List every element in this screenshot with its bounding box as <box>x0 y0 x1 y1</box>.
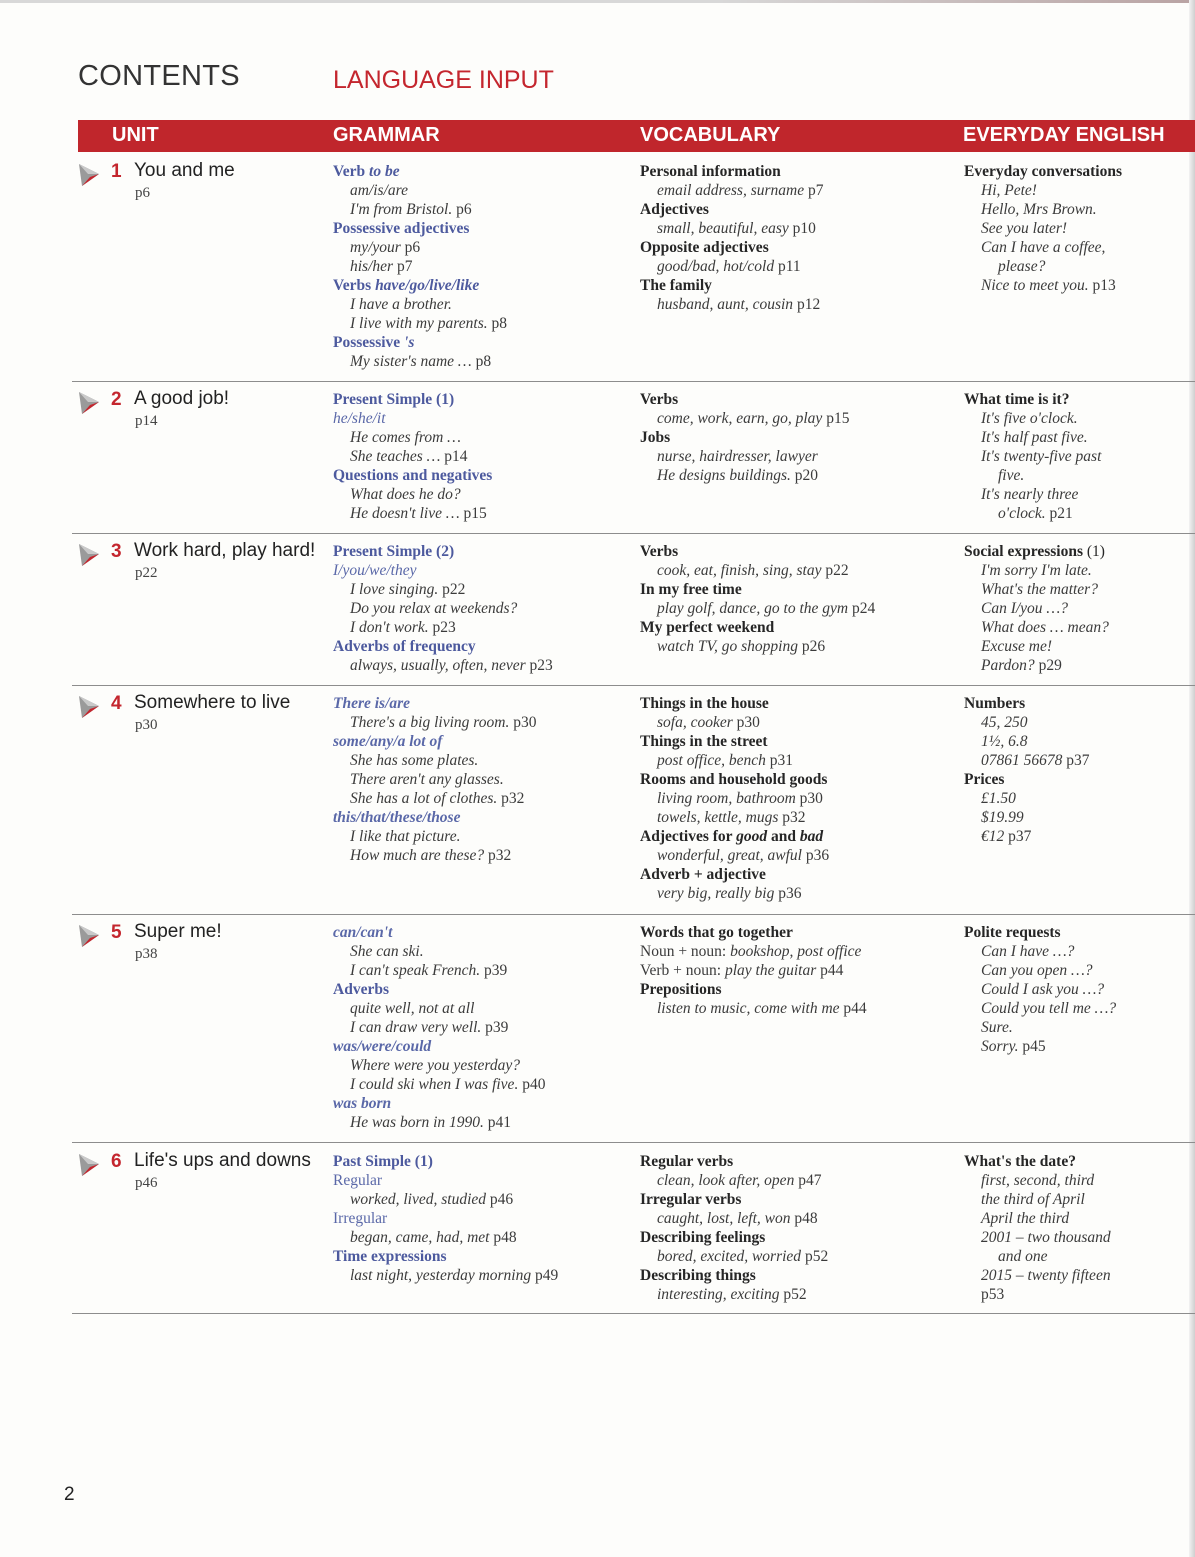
grammar-section-heading: Past Simple (1) <box>333 1153 433 1170</box>
everyday-line: first, second, third <box>981 1172 1095 1189</box>
vocabulary-section-heading: Adjectives for good and bad <box>640 828 824 845</box>
everyday-line: Can I/you …? <box>981 600 1068 617</box>
everyday-line: and one <box>998 1248 1048 1265</box>
everyday-column <box>964 542 1109 675</box>
unit-page: p22 <box>135 565 158 581</box>
vocabulary-line: caught, lost, left, won p48 <box>657 1210 818 1227</box>
grammar-line: I love singing. p22 <box>350 581 466 598</box>
grammar-section-heading: Possessive adjectives <box>333 220 470 237</box>
vocabulary-line: wonderful, great, awful p36 <box>657 847 830 864</box>
grammar-line: He comes from … <box>350 429 461 446</box>
grammar-line: was/were/could <box>333 1038 432 1055</box>
header-vocabulary: VOCABULARY <box>640 124 781 146</box>
grammar-line: his/her p7 <box>350 258 413 275</box>
vocabulary-line: nurse, hairdresser, lawyer <box>657 448 818 465</box>
everyday-line: o'clock. p21 <box>998 505 1073 522</box>
grammar-line: She teaches … p14 <box>350 448 468 465</box>
unit-number: 2 <box>111 389 122 410</box>
page-number: 2 <box>64 1484 75 1505</box>
header-grammar: GRAMMAR <box>333 124 440 146</box>
unit-number: 5 <box>111 922 122 943</box>
vocabulary-line: Noun + noun: bookshop, post office <box>640 943 862 960</box>
everyday-section-heading: Polite requests <box>964 924 1061 941</box>
grammar-line: She has a lot of clothes. p32 <box>350 790 525 807</box>
everyday-line: €12 p37 <box>981 828 1032 845</box>
vocabulary-line: He designs buildings. p20 <box>657 467 819 484</box>
everyday-column <box>964 923 1116 1056</box>
everyday-line: It's twenty-five past <box>981 448 1102 465</box>
everyday-line: please? <box>998 258 1046 275</box>
vocabulary-line: small, beautiful, easy p10 <box>657 220 816 237</box>
grammar-line: can/can't <box>333 924 393 941</box>
vocabulary-line: husband, aunt, cousin p12 <box>657 296 821 313</box>
everyday-line: Excuse me! <box>981 638 1052 655</box>
everyday-section-heading: What's the date? <box>964 1153 1076 1170</box>
grammar-line: Where were you yesterday? <box>350 1057 521 1074</box>
grammar-section-heading: Adverbs of frequency <box>333 638 476 655</box>
row-divider <box>72 685 1195 686</box>
grammar-column <box>333 390 492 523</box>
everyday-line: What does … mean? <box>981 619 1109 636</box>
vocabulary-line: good/bad, hot/cold p11 <box>657 258 801 275</box>
grammar-line: I can't speak French. p39 <box>350 962 508 979</box>
vocabulary-line: Verb + noun: play the guitar p44 <box>640 962 844 979</box>
grammar-line: There aren't any glasses. <box>350 771 504 788</box>
vocabulary-line: bored, excited, worried p52 <box>657 1248 829 1265</box>
vocabulary-section-heading: Adverb + adjective <box>640 866 766 883</box>
grammar-line: I live with my parents. p8 <box>350 315 507 332</box>
grammar-line: some/any/a lot of <box>333 733 443 750</box>
everyday-line: Sure. <box>981 1019 1013 1036</box>
unit-number: 6 <box>111 1151 122 1172</box>
grammar-line: last night, yesterday morning p49 <box>350 1267 559 1284</box>
row-divider <box>72 1313 1195 1314</box>
grammar-line: Irregular <box>333 1210 388 1227</box>
unit-arrow-icon <box>78 694 100 720</box>
everyday-line: I'm sorry I'm late. <box>981 562 1092 579</box>
grammar-line: I/you/we/they <box>333 562 417 579</box>
vocabulary-line: email address, surname p7 <box>657 182 824 199</box>
vocabulary-section-heading: My perfect weekend <box>640 619 775 636</box>
vocabulary-column <box>640 390 849 485</box>
grammar-line: Do you relax at weekends? <box>350 600 518 617</box>
vocabulary-section-heading: The family <box>640 277 712 294</box>
vocabulary-section-heading: Regular verbs <box>640 1153 734 1170</box>
everyday-line: p53 <box>981 1286 1005 1303</box>
grammar-column <box>333 1152 558 1285</box>
grammar-line: this/that/these/those <box>333 809 461 826</box>
row-divider <box>72 1142 1195 1143</box>
everyday-line: 45, 250 <box>981 714 1028 731</box>
vocabulary-line: living room, bathroom p30 <box>657 790 823 807</box>
vocabulary-section-heading: Verbs <box>640 543 679 560</box>
unit-title: You and me <box>134 160 235 181</box>
vocabulary-column <box>640 1152 828 1304</box>
everyday-line: 2001 – two thousand <box>981 1229 1111 1246</box>
grammar-line: She can ski. <box>350 943 424 960</box>
everyday-line: Can I have a coffee, <box>981 239 1106 256</box>
unit-number: 3 <box>111 541 122 562</box>
unit-title: Super me! <box>134 921 222 942</box>
unit-page: p46 <box>135 1175 158 1191</box>
unit-title: Somewhere to live <box>134 692 291 713</box>
grammar-line: I don't work. p23 <box>350 619 456 636</box>
unit-page: p14 <box>135 413 158 429</box>
everyday-line: See you later! <box>981 220 1068 237</box>
grammar-line: I'm from Bristol. p6 <box>350 201 472 218</box>
grammar-line: began, came, had, met p48 <box>350 1229 517 1246</box>
unit-title: A good job! <box>134 388 230 409</box>
grammar-column <box>333 542 553 675</box>
everyday-line: Hello, Mrs Brown. <box>981 201 1097 218</box>
everyday-column <box>964 162 1122 295</box>
grammar-line: He doesn't live … p15 <box>350 505 487 522</box>
vocabulary-section-heading: Rooms and household goods <box>640 771 828 788</box>
everyday-line: April the third <box>981 1210 1070 1227</box>
header-everyday-english: EVERYDAY ENGLISH <box>963 124 1165 146</box>
vocabulary-line: listen to music, come with me p44 <box>657 1000 867 1017</box>
everyday-line: Could you tell me …? <box>981 1000 1117 1017</box>
grammar-section-heading: Adverbs <box>333 981 389 998</box>
grammar-section-heading: Possessive 's <box>333 334 415 351</box>
vocabulary-section-heading: Personal information <box>640 163 781 180</box>
everyday-line: $19.99 <box>981 809 1024 826</box>
vocabulary-section-heading: Verbs <box>640 391 679 408</box>
vocabulary-line: post office, bench p31 <box>657 752 794 769</box>
unit-number: 1 <box>111 161 122 182</box>
grammar-column <box>333 923 545 1132</box>
vocabulary-section-heading: Words that go together <box>640 924 793 941</box>
grammar-line: he/she/it <box>333 410 386 427</box>
everyday-line: Could I ask you …? <box>981 981 1105 998</box>
unit-arrow-icon <box>78 542 100 568</box>
vocabulary-section-heading: Things in the street <box>640 733 768 750</box>
grammar-line: What does he do? <box>350 486 461 503</box>
vocabulary-line: sofa, cooker p30 <box>657 714 760 731</box>
vocabulary-line: play golf, dance, go to the gym p24 <box>657 600 876 617</box>
unit-arrow-icon <box>78 162 100 188</box>
grammar-line: There is/are <box>333 695 411 712</box>
vocabulary-line: interesting, exciting p52 <box>657 1286 807 1303</box>
grammar-line: always, usually, often, never p23 <box>350 657 553 674</box>
unit-page: p30 <box>135 717 158 733</box>
vocabulary-section-heading: Things in the house <box>640 695 769 712</box>
grammar-line: He was born in 1990. p41 <box>350 1114 512 1131</box>
vocabulary-column <box>640 694 829 903</box>
everyday-line: five. <box>998 467 1025 484</box>
unit-number: 4 <box>111 693 122 714</box>
grammar-section-heading: Verb to be <box>333 163 400 180</box>
grammar-line: How much are these? p32 <box>350 847 512 864</box>
grammar-line: I can draw very well. p39 <box>350 1019 509 1036</box>
grammar-section-heading: Time expressions <box>333 1248 447 1265</box>
grammar-line: I have a brother. <box>350 296 452 313</box>
everyday-column <box>964 390 1101 523</box>
language-input-title: LANGUAGE INPUT <box>333 66 554 94</box>
grammar-line: There's a big living room. p30 <box>350 714 537 731</box>
grammar-section-heading: Verbs have/go/live/like <box>333 277 480 294</box>
vocabulary-column <box>640 923 867 1018</box>
vocabulary-line: come, work, earn, go, play p15 <box>657 410 850 427</box>
unit-title: Work hard, play hard! <box>134 540 316 561</box>
vocabulary-section-heading: Jobs <box>640 429 671 446</box>
grammar-line: quite well, not at all <box>350 1000 475 1017</box>
everyday-section-heading: Prices <box>964 771 1005 788</box>
grammar-section-heading: Questions and negatives <box>333 467 493 484</box>
vocabulary-section-heading: Irregular verbs <box>640 1191 742 1208</box>
everyday-section-heading: Numbers <box>964 695 1026 712</box>
grammar-column <box>333 694 536 865</box>
everyday-column <box>964 694 1090 846</box>
grammar-line: Regular <box>333 1172 383 1189</box>
vocabulary-section-heading: Opposite adjectives <box>640 239 769 256</box>
grammar-line: She has some plates. <box>350 752 479 769</box>
everyday-section-heading: Social expressions (1) <box>964 543 1105 560</box>
everyday-line: the third of April <box>981 1191 1085 1208</box>
vocabulary-line: cook, eat, finish, sing, stay p22 <box>657 562 849 579</box>
everyday-line: 2015 – twenty fifteen <box>981 1267 1111 1284</box>
grammar-line: I could ski when I was five. p40 <box>350 1076 546 1093</box>
row-divider <box>72 381 1195 382</box>
everyday-line: It's half past five. <box>981 429 1088 446</box>
unit-page: p6 <box>135 185 150 201</box>
everyday-line: Sorry. p45 <box>981 1038 1046 1055</box>
vocabulary-line: clean, look after, open p47 <box>657 1172 822 1189</box>
everyday-line: It's five o'clock. <box>981 410 1078 427</box>
grammar-section-heading: Present Simple (1) <box>333 391 455 408</box>
unit-arrow-icon <box>78 1152 100 1178</box>
grammar-section-heading: Present Simple (2) <box>333 543 455 560</box>
page-edge-shadow <box>1189 0 1195 1557</box>
vocabulary-line: towels, kettle, mugs p32 <box>657 809 806 826</box>
unit-page: p38 <box>135 946 158 962</box>
everyday-section-heading: Everyday conversations <box>964 163 1123 180</box>
everyday-line: 1½, 6.8 <box>981 733 1028 750</box>
grammar-column <box>333 162 507 371</box>
vocabulary-section-heading: Describing feelings <box>640 1229 766 1246</box>
vocabulary-column <box>640 162 823 314</box>
unit-arrow-icon <box>78 923 100 949</box>
everyday-line: £1.50 <box>981 790 1016 807</box>
vocabulary-section-heading: Describing things <box>640 1267 756 1284</box>
vocabulary-line: very big, really big p36 <box>657 885 802 902</box>
vocabulary-column <box>640 542 875 656</box>
grammar-line: My sister's name … p8 <box>350 353 492 370</box>
contents-title: CONTENTS <box>78 60 240 92</box>
everyday-line: Pardon? p29 <box>981 657 1062 674</box>
everyday-line: Can I have …? <box>981 943 1075 960</box>
row-divider <box>72 533 1195 534</box>
everyday-line: 07861 56678 p37 <box>981 752 1090 769</box>
everyday-line: It's nearly three <box>981 486 1079 503</box>
vocabulary-section-heading: Adjectives <box>640 201 709 218</box>
header-unit: UNIT <box>112 124 159 146</box>
everyday-line: Hi, Pete! <box>981 182 1037 199</box>
everyday-line: Can you open …? <box>981 962 1093 979</box>
grammar-line: was born <box>333 1095 392 1112</box>
grammar-line: am/is/are <box>350 182 408 199</box>
everyday-section-heading: What time is it? <box>964 391 1070 408</box>
everyday-line: What's the matter? <box>981 581 1098 598</box>
table-header-bar <box>78 120 1195 152</box>
vocabulary-section-heading: In my free time <box>640 581 742 598</box>
grammar-line: I like that picture. <box>350 828 461 845</box>
row-divider <box>72 914 1195 915</box>
everyday-column <box>964 1152 1111 1304</box>
grammar-line: worked, lived, studied p46 <box>350 1191 514 1208</box>
vocabulary-section-heading: Prepositions <box>640 981 722 998</box>
everyday-line: Nice to meet you. p13 <box>981 277 1116 294</box>
unit-arrow-icon <box>78 390 100 416</box>
page-top-line <box>0 0 1195 3</box>
grammar-line: my/your p6 <box>350 239 421 256</box>
unit-title: Life's ups and downs <box>134 1150 311 1171</box>
vocabulary-line: watch TV, go shopping p26 <box>657 638 826 655</box>
